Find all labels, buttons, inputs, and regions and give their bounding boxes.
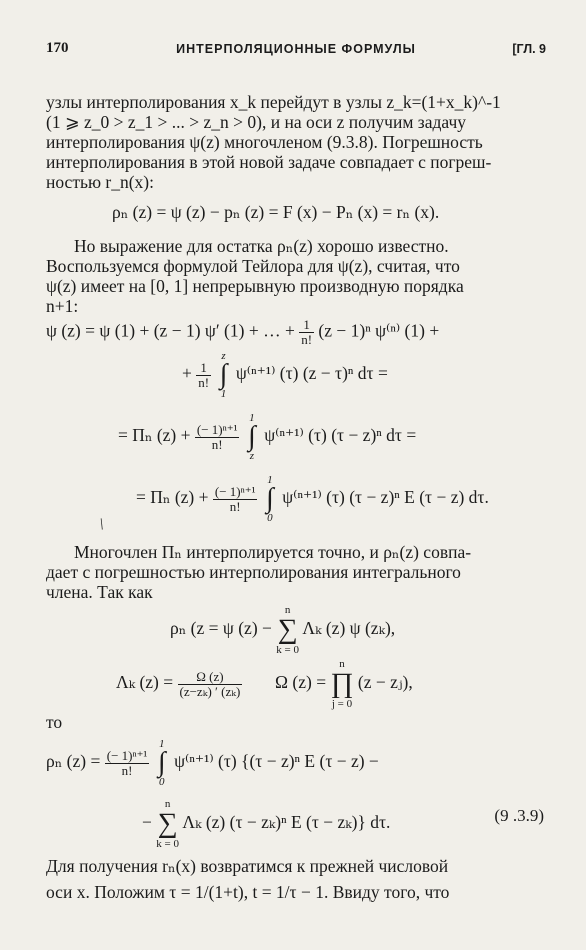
text-line: ностью r_n(x): [46,172,154,192]
text-line: Для получения rₙ(x) возвратимся к прежней числовой [46,856,449,876]
taylor-expr: (z − 1)ⁿ ψ⁽ⁿ⁾ (1) + [318,320,440,341]
taylor-expr: ψ (z) = ψ (1) + (z − 1) ψ′ (1) + … + [46,320,295,341]
taylor-expr: = Πₙ (z) + [118,425,191,446]
integral-upper: 1 [267,474,273,486]
taylor-line-1 [46,318,439,347]
eq-expr: Λₖ (z) = [116,672,174,693]
fraction [178,670,243,699]
text-line: то [46,712,63,732]
eq-expr: Ω (z) = [275,672,327,693]
eq-expr: Λₖ (z) (τ − zₖ)ⁿ E (τ − zₖ)} dτ. [182,812,391,833]
text-line: члена. Так как [46,582,153,602]
equation-final-2 [142,798,390,850]
fraction-den: n! [301,332,313,347]
paragraph-2 [46,236,544,316]
eq-expr: (z − zⱼ), [357,672,413,693]
fraction-den: n! [121,762,133,778]
stray-pencil-mark: / [96,515,108,534]
fraction [213,485,258,514]
paragraph-1 [46,92,544,192]
text-line: Многочлен Πₙ интерполируется точно, и ρₙ(z) совпа- [74,542,472,562]
text-line: дает с погрешностью интерполирования интегрального [46,562,461,582]
text-line: оси x. Положим τ = 1/(1+t), t = 1/τ − 1. Ввиду того, что [46,882,450,902]
equation-lambda [116,658,413,710]
sum-lower: k = 0 [276,644,299,656]
taylor-expr: ψ⁽ⁿ⁺¹⁾ (τ) (z − τ)ⁿ dτ = [235,363,388,384]
page-number: 170 [46,40,69,56]
integral-sign: 1 ∫ z [244,412,260,462]
equation-final-1 [46,738,379,788]
minus-sign: − [142,812,152,833]
equation-rho: ρₙ (z) = ψ (z) − pₙ (z) = F (x) − Pₙ (x) = rₙ (x). [112,202,440,222]
integral-sign: z ∫ 1 [215,350,231,400]
product-lower: j = 0 [331,698,353,710]
integral-lower: z [249,450,254,462]
fraction-den: n! [198,374,210,390]
paragraph-3 [46,542,544,602]
fraction-num: (− 1)ⁿ⁺¹ [196,421,238,437]
text-line: интерполирования в этой новой задаче совпадает с погреш- [46,152,492,172]
text-line: ψ(z) имеет на [0, 1] непрерывную производную порядка [46,276,464,296]
fraction-num: (− 1)ⁿ⁺¹ [214,483,256,499]
taylor-line-4 [136,474,489,524]
eq-expr: ψ⁽ⁿ⁺¹⁾ (τ) {(τ − z)ⁿ E (τ − z) − [174,751,379,772]
sum-upper: n [164,798,171,810]
integral-upper: 1 [158,738,165,750]
running-title: ИНТЕРПОЛЯЦИОННЫЕ ФОРМУЛЫ [176,42,416,56]
sum-sign: n ∑ k = 0 [156,798,179,850]
fraction-den: n! [229,498,241,514]
taylor-expr: ψ⁽ⁿ⁺¹⁾ (τ) (τ − z)ⁿ E (τ − z) dτ. [282,487,489,508]
eq-expr: Λₖ (z) ψ (zₖ), [302,618,396,639]
running-header [46,40,546,60]
integral-sign: 1 ∫ 0 [154,738,170,788]
fraction-num: (− 1)ⁿ⁺¹ [106,747,148,763]
product-upper: n [339,658,345,670]
integral-lower: 1 [220,388,227,400]
integral-lower: 0 [267,512,273,524]
text-line: Но выражение для остатка ρₙ(z) хорошо известно. [74,236,449,256]
plus-sign: + [182,363,192,384]
integral-upper: z [221,350,226,362]
taylor-line-2 [182,350,388,400]
fraction [299,318,314,347]
sum-lower: k = 0 [156,838,179,850]
fraction-den: n! [211,436,223,452]
sum-sign: n ∑ k = 0 [276,604,299,656]
text-line: интерполирования ψ(z) многочленом (9.3.8). Погрешность [46,132,483,152]
chapter-ref: [ГЛ. 9 [512,42,546,56]
fraction [105,749,150,778]
taylor-line-3 [118,412,416,462]
word-to [46,712,544,732]
fraction-den: (z−zₖ) ′ (zₖ) [179,683,241,699]
taylor-expr: = Πₙ (z) + [136,487,209,508]
text-line: Воспользуемся формулой Тейлора для ψ(z), считая, что [46,256,460,276]
eq-expr: ρₙ (z) = [46,751,101,772]
fraction [196,361,211,390]
fraction-num: 1 [196,361,211,376]
sum-upper: n [284,604,291,616]
equation-number: (9 .3.9) [494,806,544,825]
text-line: узлы интерполирования x_k перейдут в узлы z_k=(1+x_k)^-1 [46,92,501,112]
fraction-num: 1 [299,318,314,333]
integral-upper: 1 [249,412,255,424]
fraction-num: Ω (z) [178,670,243,685]
eq-expr: ρₙ (z = ψ (z) − [170,618,272,639]
text-line: n+1: [46,296,79,316]
text-line: (1 ⩾ z_0 > z_1 > ... > z_n > 0), и на оси z получим задачу [46,112,466,132]
equation-rho-sum [170,604,395,656]
integral-sign: 1 ∫ 0 [262,474,278,524]
integral-lower: 0 [158,776,165,788]
taylor-expr: ψ⁽ⁿ⁺¹⁾ (τ) (τ − z)ⁿ dτ = [264,425,417,446]
fraction [195,423,240,452]
paragraph-4 [46,856,544,902]
product-sign: n ∏ j = 0 [330,658,354,710]
